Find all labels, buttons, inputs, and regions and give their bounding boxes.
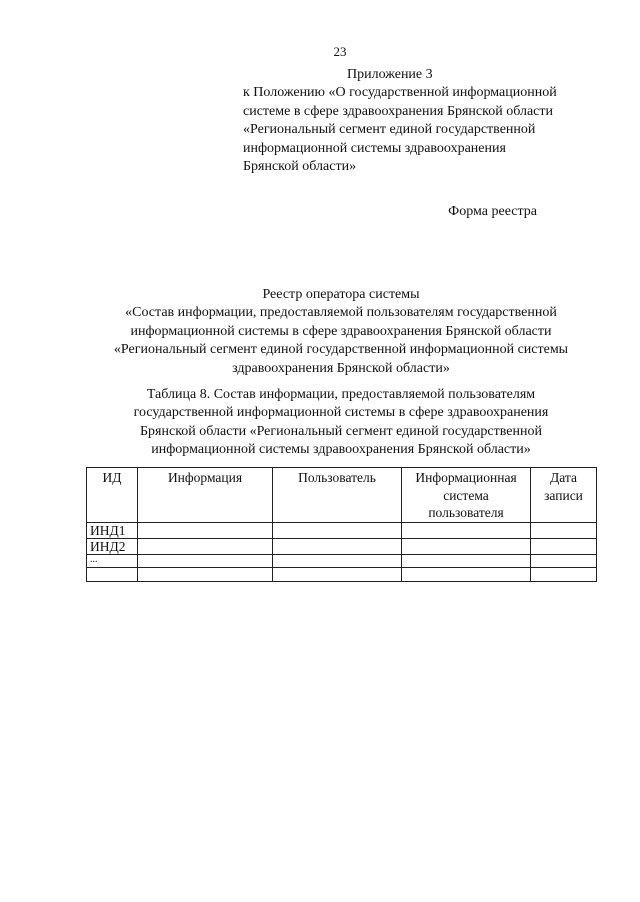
table-caption-line: Брянской области «Региональный сегмент единой государственной (140, 423, 542, 439)
table-caption-line: государственной информационной системы в сфере здравоохранения (133, 405, 549, 421)
header-information: Информация (138, 468, 273, 523)
table-cell-date (531, 522, 597, 538)
header-user: Пользователь (273, 468, 402, 523)
table-cell-info-system (402, 554, 531, 567)
table-row (87, 538, 597, 554)
table-cell-user (273, 567, 402, 581)
registry-title-line: здравоохранения Брянской области» (232, 360, 450, 376)
form-label: Форма реестра (448, 204, 537, 219)
appendix-block (243, 66, 613, 176)
header-record-date: Дата записи (531, 468, 597, 523)
table-cell-information (138, 554, 273, 567)
table-cell-information (138, 522, 273, 538)
appendix-line: системе в сфере здравоохранения Брянской области (243, 103, 554, 119)
header-user-info-system: Информационная система пользователя (402, 468, 531, 523)
table-cell-user (273, 554, 402, 567)
appendix-line: «Региональный сегмент единой государственной (243, 122, 536, 138)
table-cell-info-system (402, 567, 531, 581)
page-number: 23 (333, 44, 347, 59)
table-caption-line: Таблица 8. Состав информации, предоставляемой пользователям (146, 387, 536, 402)
table-cell-info-system (402, 538, 531, 554)
table-cell-information (138, 538, 273, 554)
appendix-line: Брянской области» (243, 159, 357, 175)
table-cell-user (273, 538, 402, 554)
table-caption (85, 386, 597, 460)
appendix-title: Приложение 3 (347, 67, 433, 82)
registry-title (85, 286, 597, 378)
table-cell-id: ИНД2 (87, 538, 138, 554)
table-cell-id (87, 567, 138, 581)
registry-title-line: информационной системы в сфере здравоохранения Брянской области (130, 323, 552, 339)
table-row (87, 522, 597, 538)
table-cell-date (531, 567, 597, 581)
table-header-row (87, 468, 597, 523)
appendix-line: к Положению «О государственной информационной (243, 85, 557, 101)
registry-table (86, 467, 597, 582)
registry-title-line: «Состав информации, предоставляемой пользователям государственной (125, 305, 557, 321)
table-cell-id: ... (87, 554, 138, 567)
appendix-line: информационной системы здравоохранения (243, 140, 506, 156)
registry-title-line: Реестр оператора системы (262, 287, 420, 302)
registry-title-line: «Региональный сегмент единой государственной информационной системы (113, 342, 569, 358)
table-cell-id: ИНД1 (87, 522, 138, 538)
table-row (87, 567, 597, 581)
table-caption-line: информационной системы здравоохранения Брянской области» (151, 442, 531, 458)
table-row (87, 554, 597, 567)
header-id: ИД (87, 468, 138, 523)
table-cell-date (531, 554, 597, 567)
table-cell-information (138, 567, 273, 581)
table-cell-user (273, 522, 402, 538)
table-cell-info-system (402, 522, 531, 538)
table-cell-date (531, 538, 597, 554)
